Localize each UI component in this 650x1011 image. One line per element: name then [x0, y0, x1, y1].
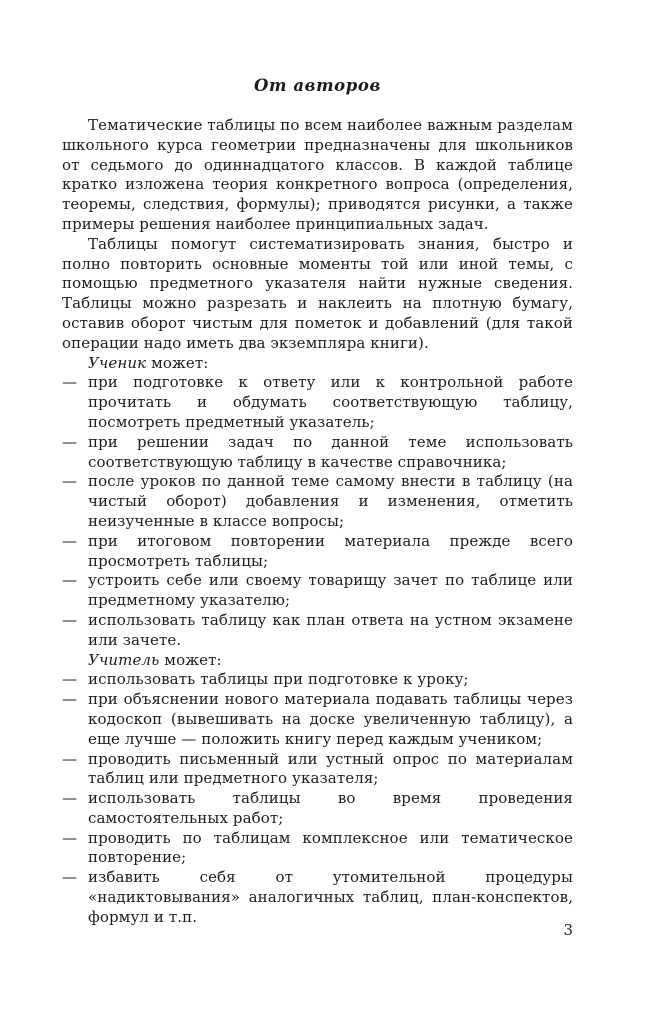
dash-marker: — [62, 749, 78, 768]
student-heading-rest: может: [151, 353, 209, 372]
usage-paragraph: Таблицы помогут систематизировать знания, быстро и полно повторить основные моменты той или иной темы, с помощью предметного указателя найти нужные сведения. Таблицы можно разрезать и наклеить на плотную бумагу, оставив оборот чистым для пометок и добавлений (для такой операции надо иметь два экземпляра книги). [62, 234, 573, 352]
page-content [62, 116, 573, 928]
list-item-text: использовать таблицы при подготовке к уроку; [88, 670, 469, 689]
list-item [62, 868, 573, 927]
teacher-list [62, 670, 573, 927]
list-item [62, 690, 573, 749]
dash-marker: — [62, 531, 78, 550]
list-item-text: проводить письменный или устный опрос по материалам таблиц или предметного указателя; [88, 749, 573, 788]
list-item [62, 433, 573, 473]
dash-marker: — [62, 670, 78, 689]
list-item-text: использовать таблицы во время проведения самостоятельных работ; [88, 789, 573, 827]
list-item [62, 750, 573, 790]
list-item [62, 373, 573, 432]
list-item [62, 611, 573, 651]
list-item-text: устроить себе или своему товарищу зачет по таблице или предметному указателю; [88, 571, 573, 610]
dash-marker: — [62, 373, 78, 392]
teacher-section-heading [62, 651, 573, 671]
list-item-text: при подготовке к ответу или к контрольной работе прочитать и обдумать соответствующую таблицу, посмотреть предметный указатель; [88, 373, 573, 431]
student-list [62, 373, 573, 650]
teacher-heading-emphasis: Учитель [88, 650, 160, 669]
dash-marker: — [62, 472, 78, 491]
list-item-text: использовать таблицу как план ответа на устном экзамене или зачете. [88, 610, 573, 649]
list-item [62, 472, 573, 531]
teacher-heading-rest: может: [164, 650, 222, 669]
student-heading-emphasis: Ученик [88, 353, 147, 372]
page-title: От авторов [254, 76, 381, 95]
list-item-text: при решении задач по данной теме использовать соответствующую таблицу в качестве справочника; [88, 432, 573, 471]
dash-marker: — [62, 432, 78, 451]
list-item [62, 829, 573, 869]
dash-marker: — [62, 610, 78, 629]
list-item-text: проводить по таблицам комплексное или тематическое повторение; [88, 828, 573, 867]
list-item-text: после уроков по данной теме самому внести в таблицу (на чистый оборот) добавления и изменения, отметить неизученные в классе вопросы; [88, 472, 573, 530]
list-item-text: при итоговом повторении материала прежде всего просмотреть таблицы; [88, 531, 573, 570]
dash-marker: — [62, 571, 78, 590]
dash-marker: — [62, 690, 78, 709]
list-item [62, 532, 573, 572]
dash-marker: — [62, 789, 78, 808]
student-section-heading [62, 354, 573, 374]
dash-marker: — [62, 868, 78, 887]
dash-marker: — [62, 828, 78, 847]
list-item [62, 571, 573, 611]
list-item-text: избавить себя от утомительной процедуры «надиктовывания» аналогичных таблиц, план-конспектов, формул и т.п. [88, 868, 573, 926]
list-item [62, 789, 573, 829]
page-number: 3 [563, 921, 573, 939]
intro-paragraph: Тематические таблицы по всем наиболее важным разделам школьного курса геометрии предназначены для школьников от седьмого до одиннадцатого классов. В каждой таблице кратко изложена теория конкретного вопроса (определения, теоремы, следствия, формулы); приводятся рисунки, а также примеры решения наиболее принципиальных задач. [62, 116, 573, 233]
list-item [62, 670, 573, 690]
list-item-text: при объяснении нового материала подавать таблицы через кодоскоп (вывешивать на доске увеличенную таблицу), а еще лучше — положить книгу перед каждым учеником; [88, 690, 573, 748]
